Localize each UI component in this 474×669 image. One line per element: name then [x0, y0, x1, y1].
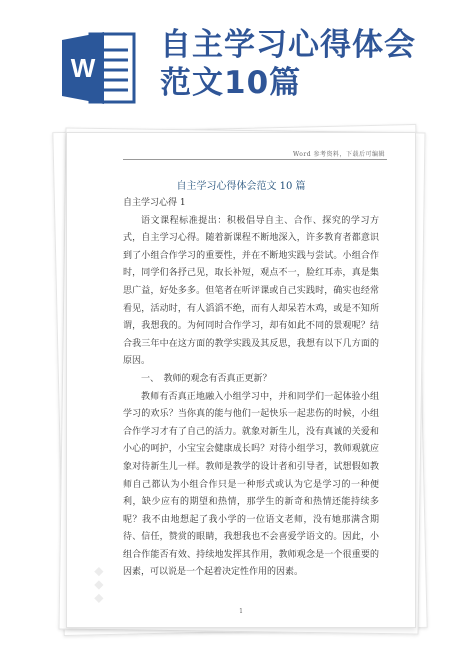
- banner-title-line2: 范文10篇: [160, 65, 302, 101]
- paragraph: 教师有否真正地融入小组学习中，并和同学们一起体验小组学习的欢乐？当你真的能与他们一起快乐一起悲伤的时候，小组合作学习才有了自己的活力。就象对新生儿，没有真诚的关爱和小心的呵护，小宝宝会健康成长吗？对待小组学习，教师观就应象对待新生儿一样。教师是教学的设计者和引导者，试想假如教师自己都认为小组合作只是一种形式或认为它是学习的一种便利，缺少应有的期望和热情，那学生的新奇和热情还能持续多呢？我不由地想起了我小学的一位语文老师，没有她那满含期待、信任，赞赏的眼睛，我想我也不会喜爱学语文的。因此，小组合作能否有效、持续地发挥其作用，教师观念是一个很重要的因素，可以说是一个起着决定性作用的因素。: [123, 391, 379, 578]
- page-number: 1: [239, 608, 243, 615]
- banner-title-line1: 自主学习心得体会: [160, 27, 416, 63]
- document-page: [66, 132, 416, 628]
- subheading: 一、 教师的观念有否真正更新？: [141, 373, 272, 384]
- section-heading: 自主学习心得 1: [123, 198, 186, 208]
- banner: [0, 0, 474, 122]
- header-note: Word 参考资料，下载后可编辑: [293, 151, 385, 158]
- document-title: 自主学习心得体会范文 10 篇: [176, 181, 306, 192]
- watermark: ◆ ◆ ◆: [91, 566, 105, 603]
- document-body: [123, 195, 379, 582]
- logo-letter: W: [70, 53, 96, 83]
- banner-title: [160, 26, 460, 102]
- word-logo-icon: [60, 28, 136, 108]
- header-divider: [123, 159, 387, 160]
- paragraph: 语文课程标准提出：积极倡导自主、合作、探究的学习方式，自主学习心得。随着新课程不断地深入，许多教育者都意识到了小组合作学习的重要性，并在不断地实践与尝试。小组合作时，同学们各抒己见，取长补短，观点不一，脸红耳赤，真是集思广益，好处多多。但笔者在听评课或自己实践时，确实也经常看见，活动时，有人滔滔不绝，而有人却呆若木鸡，或是不知所谓，我想我的。为何同时合作学习，却有如此不同的景观呢？结合我三年中在这方面的教学实践及其反思，我想有以下几方面的原因。: [123, 215, 379, 367]
